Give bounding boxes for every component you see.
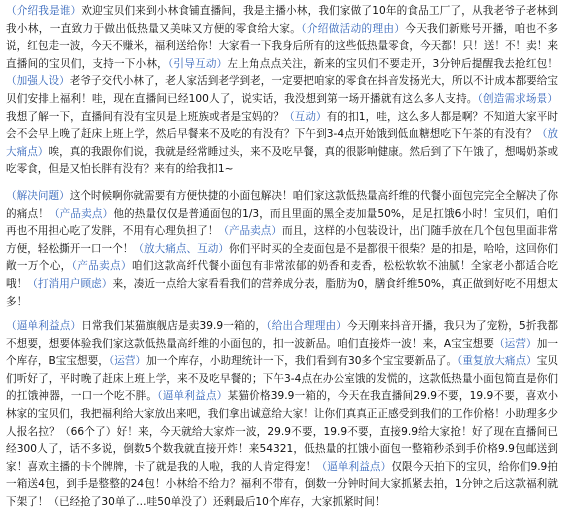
body-text: 哇50单没了）还剩最后10个库存，大家抓紧时间！	[146, 495, 386, 508]
body-text: 日常我们某猫旗舰店是卖39.9一箱的，	[81, 320, 267, 332]
section-tag: （产品卖点）	[71, 260, 132, 273]
section-tag: （互动）	[283, 110, 327, 123]
section-tag: （放大痛点、互动）	[133, 242, 229, 255]
section-tag: （解决问题）	[6, 190, 70, 202]
body-text: 他的热量仅仅是普通面包的1/3，而且里面的黑全麦加量50%，足足扛饿6小时！宝贝们，咱们再也不用担心吃了发胖，不用有心理负担了！	[6, 207, 559, 238]
section-tag: （逼单利益点）	[6, 320, 82, 332]
body-text: 加一个库存，B宝宝想要，	[6, 337, 559, 368]
body-text: 我想了解一下，直播间有没有宝贝是上班族或者是宝妈的？	[6, 110, 284, 123]
section-tag: （介绍做活动的理由）	[301, 22, 406, 35]
section-tag: （产品卖点）	[218, 225, 283, 238]
section-tag: （介绍我是谁）	[6, 5, 82, 17]
body-text: 咱们这款高纤代餐小面包有非常浓郁的奶香和麦香，松松软软不油腻！全家老小都适合吃哦！	[6, 260, 559, 290]
body-text: 左上角点点关注，新来的宝贝们不要走开，3分钟后提醒我去抢红包！	[227, 57, 559, 70]
section-tag: （运营）	[108, 355, 147, 368]
body-text: 唉，真的我跟你们说，我就是经常睡过头，来不及吃早餐，真的很影响健康。然后到了下午饿了，想喝奶茶或吃零食，但是又怕长胖有没有？来有的给我扣1~	[6, 145, 559, 176]
section-tag: （加强人设）	[6, 75, 70, 88]
section-tag: （给出合理理由）	[266, 320, 347, 332]
paragraph-2	[6, 188, 558, 311]
section-tag: （产品卖点）	[48, 207, 114, 220]
body-text: 欢迎宝贝们来到小林食铺直播间，我是主播小林，我们家做了10年的食品工厂了，从我老爷子老林到我小林，一直致力于做出低热量又美味又方便的零食给大家。	[6, 5, 559, 35]
body-text: 有的扣1，哇，这么多人都是啊？不知道大家平时会不会早上晚了赶床上班上学，然后早餐来不及吃的有没有？下午到3-4点开始饿到低血糖想吃下午茶的有没有？	[6, 110, 558, 141]
section-tag: （创造需求场景）	[477, 92, 558, 105]
body-text: 来，凑近一点给大家看看我们的营养成分表，脂肪为0，膳食纤维50%，真正做到好吃不用想太多！	[6, 277, 558, 308]
body-text: 哇，现在直播间已经100人了，说实话，我没想到第一场开播就有这么多人支持。	[91, 92, 478, 105]
body-text: 仅限今天拍下的宝贝，给你们9.9拍一箱送4包，到手是整整的24包！小林给不给力？福利不带有，倒数一分钟时间大家抓紧去拍，1分钟之后这款福利就下架了！（已经抢了30单了…	[6, 460, 558, 508]
body-text: 而且，这样的小包装设计，出门随手放在几个包包里面非常方便，轻松撕开一口一个！	[6, 225, 559, 255]
body-text: 加一个库存，小助理统计一下，我们看到有30多个宝宝要新品了。	[146, 355, 458, 368]
body-text: 某猫价格39.9一箱的，今天在我直播间29.9不要，19.9不要，喜欢小林家的宝贝们，我把福利给大家放出来吧，我们拿出诚意给大家！让你们真真正正感受到我们的工作价格！小助理多少人报名拉？（66个了）好！来，今天就给大家炸一波，29.9不要，19.9不要，直接9.9给大家抢！好了现在直播间已经300人了，话不多说，倒数5个数我就直接开炸！来54321，低热量的扛饿小面包一整箱秒杀到手价格9.9包邮送到家！喜欢主播的卡个牌牌，卡了就是我的人啦，我的人肯定得宠！	[6, 390, 559, 473]
paragraph-3	[6, 318, 558, 512]
section-tag: （运营）	[494, 337, 537, 350]
body-text: 今天刚来抖音开播，我只为了宠粉，5折我都不想要，想要体验我们家这款低热量高纤维的小面包的，扣一波新品。咱们直接炸一波！来，A宝宝想要	[6, 320, 559, 350]
section-tag: （逼单利益点）	[316, 460, 392, 473]
section-tag: （重复放大痛点）	[457, 355, 537, 368]
body-text: 你们平时买的全麦面包是不是都很干很柴？是的扣是，哈哈，这回你们敞一万个心，	[6, 242, 559, 273]
body-text: 老爷子交代小林了，老人家活到老学到老，一定要把咱家的零食在抖音发扬光大，所以不计成本都要给宝贝们安排上福利！	[6, 75, 559, 105]
paragraph-1	[6, 3, 558, 179]
body-text: 宝贝们听好了，平时晚了赶床上班上学，来不及吃早餐的；下午3-4点在办公室饿的发慌的，这款低热量小面包简直是你们的扛饿神器，一口一个吃不胖。	[6, 355, 558, 403]
section-tag: （引导互动）	[167, 57, 228, 70]
section-tag: （放大痛点）	[6, 128, 558, 158]
body-text: 这个时候啊你就需要有方便快捷的小面包解决！咱们家这款低热量高纤维的代餐小面包完完全全解决了你的痛点！	[6, 190, 559, 220]
body-text: 今天我们新账号开播，咱也不多说，红包走一波，今天不赚米，福利送给你！大家看一下我身后所有的这些低热量零食，今天都！只！送！不！卖！来直播间的宝贝们，支持一下小林，	[6, 22, 559, 70]
section-tag: （逼单利益点）	[157, 390, 228, 403]
section-tag: （打消用户顾虑）	[27, 277, 113, 290]
